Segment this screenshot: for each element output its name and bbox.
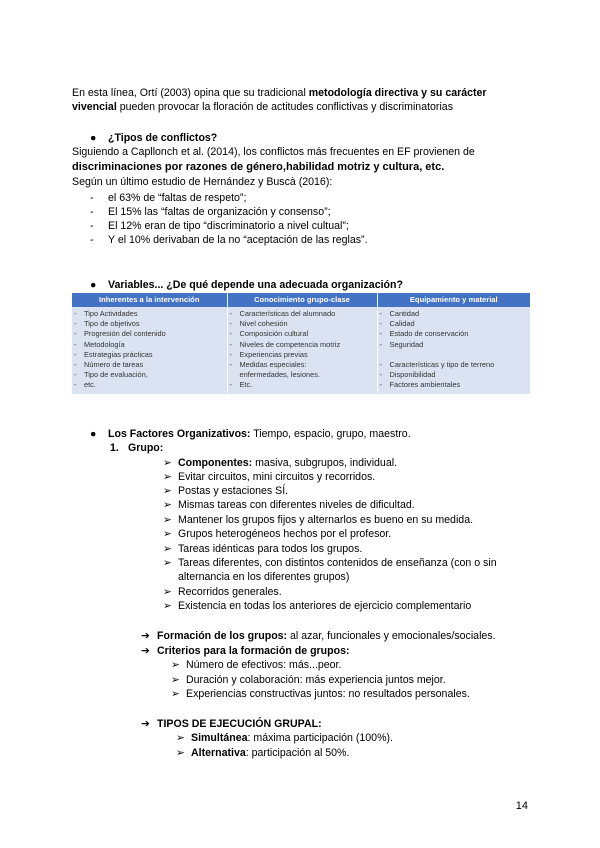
arrow-right-icon: ➔ [141,630,150,642]
table-cell-col2: - Características del alumnado - Nivel cohesión - Composición cultural - Niveles de competencia motriz - Experiencias previas - Medidas especiales: enfermedades, lesiones. - Etc. [227,307,377,394]
conflicts-heading-row [90,131,217,145]
group-item: ➢ Tareas idénticas para todos los grupos. [163,543,363,555]
criteria-item: ➢ Número de efectivos: más...peor. [171,659,342,671]
group-item: ➢ Mismas tareas con diferentes niveles de dificultad. [163,499,415,511]
arrowhead-icon: ➢ [176,747,185,759]
table-row [72,307,530,394]
group-heading: 1. Grupo: [110,442,164,454]
arrowhead-icon: ➢ [163,471,172,483]
conflict-item: - El 15% las “faltas de organización y consenso”; [90,206,331,218]
conflict-item: - Y el 10% derivaban de la no “aceptación de las reglas”. [90,234,368,246]
variables-heading: Variables... ¿De qué depende una adecuada organización? [108,279,403,291]
arrowhead-icon: ➢ [163,528,172,540]
intro-emphasis: metodología directiva y su carácter [308,87,487,99]
group-item: ➢ Existencia en todas los anteriores de ejercicio complementario [163,600,472,612]
group-item: ➢ Evitar circuitos, mini circuitos y recorridos. [163,471,376,483]
bullet-icon: ● [90,279,97,291]
intro-line-2 [72,100,453,114]
variables-heading-row [90,278,403,292]
conflicts-paragraph-1: Siguiendo a Capllonch et al. (2014), los conflictos más frecuentes en EF provienen de [72,146,475,158]
table-header: Equipamiento y material [377,293,530,307]
bullet-icon: ● [90,428,97,440]
page-number: 14 [515,800,528,812]
intro-emphasis-2: vivencial [72,101,117,113]
group-item: ➢ Recorridos generales. [163,586,282,598]
conflict-item: - el 63% de “faltas de respeto”; [90,192,247,204]
conflict-item: - El 12% eran de tipo “discriminatorio a nivel cultual”; [90,220,349,232]
criteria-row: ➔ Criterios para la formación de grupos: [141,645,350,657]
variables-table [72,293,530,394]
table-header-row [72,293,530,307]
arrowhead-icon: ➢ [171,674,180,686]
arrowhead-icon: ➢ [163,600,172,612]
execution-item: ➢ Alternativa: participación al 50%. [176,747,350,759]
group-item: ➢ Postas y estaciones SÍ. [163,485,289,497]
factors-heading-row: ● Los Factores Organizativos: Tiempo, espacio, grupo, maestro. [90,428,411,440]
arrowhead-icon: ➢ [163,514,172,526]
intro-line-1 [72,86,487,100]
table-header: Inherentes a la intervención [72,293,227,307]
intro-text: En esta línea, Ortí (2003) opina que su tradicional [72,87,309,99]
table-header: Conocimiento grupo-clase [227,293,377,307]
formation-row: ➔ Formación de los grupos: al azar, funcionales y emocionales/sociales. [141,630,496,642]
table-cell-col3: - Cantidad - Calidad - Estado de conservación - Seguridad - Características y tipo de terreno - Disponibilidad - Factores ambientales [377,307,530,394]
bullet-icon: ● [90,132,97,144]
execution-row: ➔ TIPOS DE EJECUCIÓN GRUPAL: [141,718,322,730]
arrowhead-icon: ➢ [163,485,172,497]
group-item: ➢ Tareas diferentes, con distintos contenidos de enseñanza (con o sin [163,557,497,569]
arrow-right-icon: ➔ [141,718,150,730]
arrowhead-icon: ➢ [163,499,172,511]
arrow-right-icon: ➔ [141,645,150,657]
table-cell-col1: - Tipo Actividades - Tipo de objetivos - Progresión del contenido - Metodología - Estrategias prácticas - Número de tareas - Tipo de evaluación, - etc. [72,307,227,394]
arrowhead-icon: ➢ [163,457,172,469]
arrowhead-icon: ➢ [171,688,180,700]
arrowhead-icon: ➢ [176,732,185,744]
arrowhead-icon: ➢ [171,659,180,671]
arrowhead-icon: ➢ [163,557,172,569]
arrowhead-icon: ➢ [163,586,172,598]
arrowhead-icon: ➢ [163,543,172,555]
conflicts-paragraph-2: discriminaciones por razones de género,habilidad motriz y cultura, etc. [72,161,445,173]
criteria-item: ➢ Experiencias constructivas juntos: no resultados personales. [171,688,470,700]
execution-item: ➢ Simultánea: máxima participación (100%). [176,732,393,744]
group-item-continuation: alternancia en los diferentes grupos) [178,571,350,583]
group-item: ➢ Grupos heterogéneos hechos por el profesor. [163,528,392,540]
criteria-item: ➢ Duración y colaboración: más experiencia juntos mejor. [171,674,446,686]
group-item: ➢ Componentes: masiva, subgrupos, individual. [163,457,398,469]
conflicts-paragraph-3: Según un último estudio de Hernández y Buscà (2016): [72,176,333,188]
conflicts-heading: ¿Tipos de conflictos? [108,132,218,144]
group-item: ➢ Mantener los grupos fijos y alternarlos es bueno en su medida. [163,514,474,526]
intro-text-2: pueden provocar la floración de actitudes conflictivas y discriminatorias [116,101,453,113]
factors-heading: Los Factores Organizativos: [108,428,251,440]
